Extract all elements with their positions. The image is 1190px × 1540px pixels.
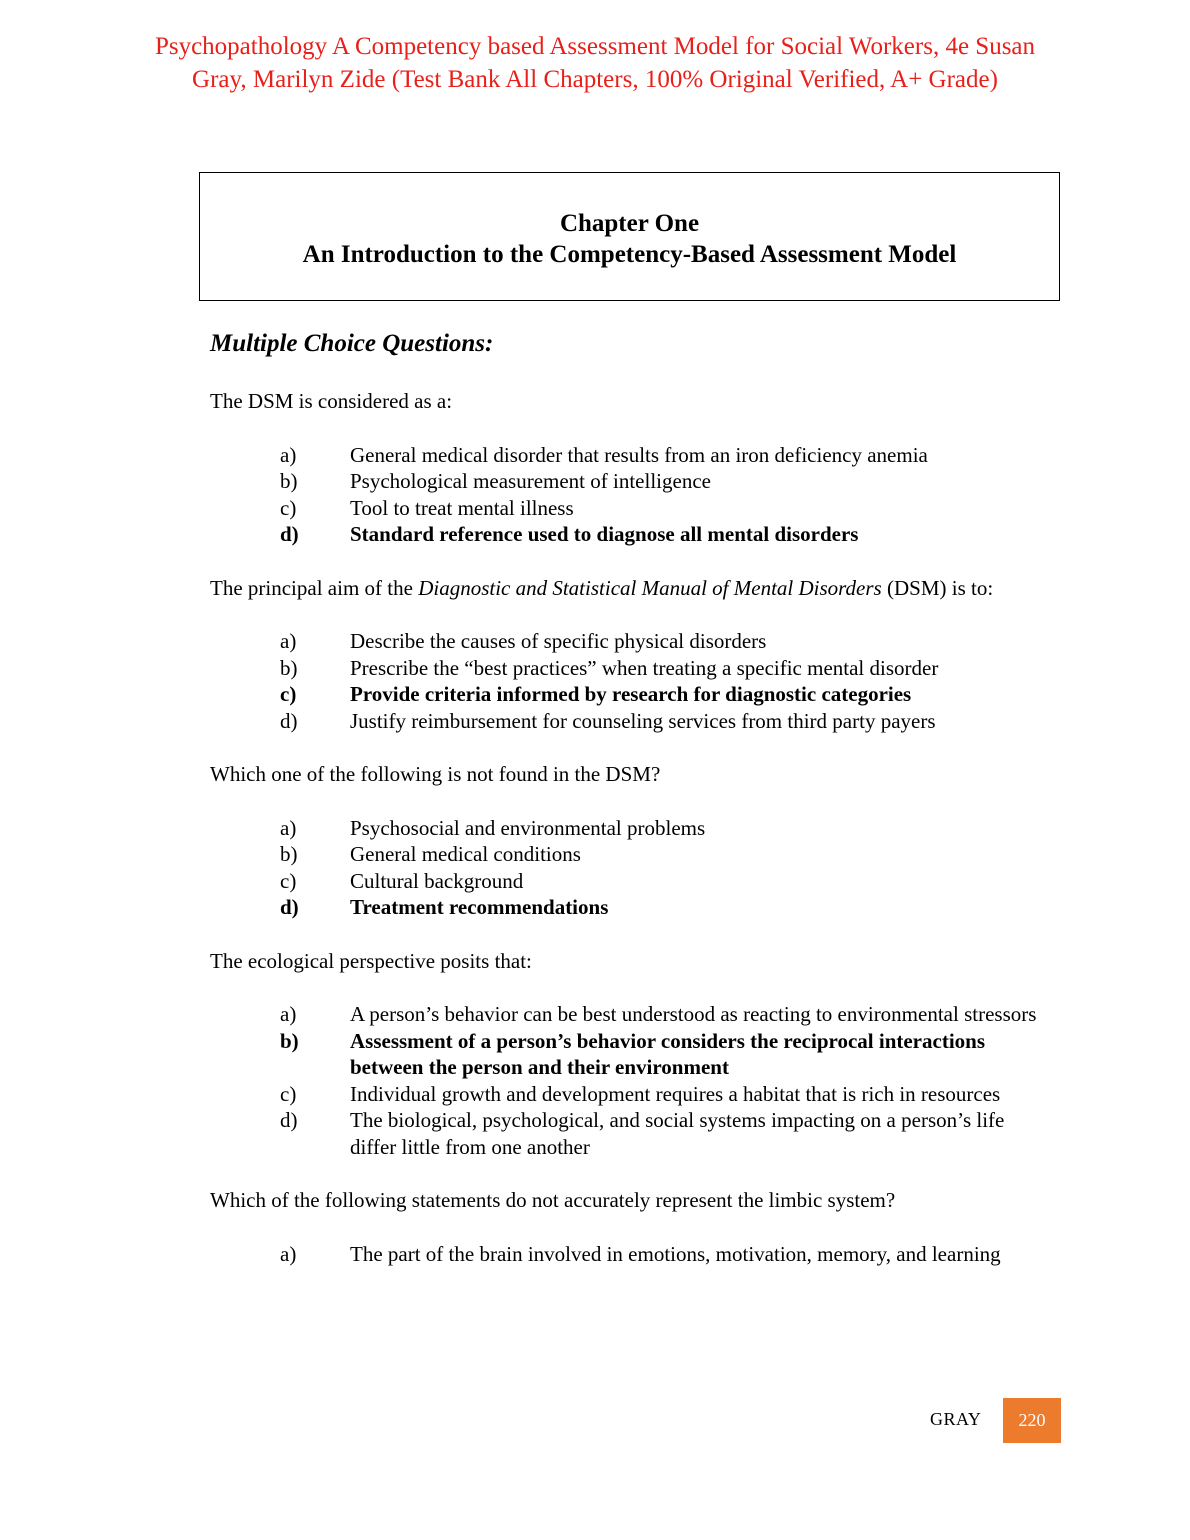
option-text: General medical conditions [350,842,581,866]
option-text: Justify reimbursement for counseling services from third party payers [350,708,936,733]
option-letter: a) [280,629,297,653]
option-letter: b) [280,469,298,493]
option-letter: c) [280,1081,297,1106]
question-3: Which one of the following is not found in the DSM? [210,762,661,786]
option-letter: a) [280,1241,297,1266]
option [210,1241,1050,1268]
option-letter: c) [280,682,297,706]
option [210,468,1050,495]
option-letter: c) [280,495,297,520]
correct-option [210,894,1050,921]
option-letter: d) [280,522,299,546]
banner-line-2: Gray, Marilyn Zide (Test Bank All Chapters, 100% Original Verified, A+ Grade) [192,66,998,93]
document-banner [60,30,1130,96]
option-text: A person’s behavior can be best understood as reacting to environmental stressors [350,1002,1037,1026]
question-4-options [210,1001,1050,1160]
question-2-prompt-end: (DSM) is to: [881,575,994,600]
option-letter: d) [280,895,299,919]
option-text: Provide criteria informed by research for diagnostic categories [350,682,912,706]
option-text: The part of the brain involved in emotions, motivation, memory, and learning [350,1241,1001,1266]
option-text: Cultural background [350,868,524,893]
manual-title: Diagnostic and Statistical Manual of Mental Disorders [418,575,882,600]
option-letter: a) [280,1002,297,1026]
option [210,868,1050,895]
question-2 [210,575,1050,602]
question-5: Which of the following statements do not accurately represent the limbic system? [210,1188,896,1212]
option-letter: b) [280,842,298,866]
option-text: Individual growth and development requires a habitat that is rich in resources [350,1081,1001,1106]
option [210,841,1050,868]
footer-author-label: GRAY [930,1409,982,1429]
option [210,708,1050,735]
option [210,815,1050,842]
option-text: Psychological measurement of intelligence [350,469,711,493]
option-text: Psychosocial and environmental problems [350,815,706,840]
option-letter: b) [280,1028,299,1053]
option-text: The biological, psychological, and social systems impacting on a person’s life differ little from one another [350,1108,1005,1159]
option-letter: c) [280,868,297,893]
question-list [210,388,1050,1294]
option-text: General medical disorder that results from an iron deficiency anemia [350,442,928,467]
page-number-badge: 220 [1003,1398,1061,1443]
option [210,442,1050,469]
question-1: The DSM is considered as a: [210,389,453,413]
option [210,1107,1050,1160]
question-2-options [210,628,1050,734]
question-2-prompt-start: The principal aim of the [210,575,419,600]
banner-line-1: Psychopathology A Competency based Assessment Model for Social Workers, 4e Susan [154,33,1036,60]
chapter-title-box [199,172,1060,301]
option-letter: d) [280,708,298,733]
option [210,655,1050,682]
question-5-options [210,1241,1050,1268]
option-letter: a) [280,815,297,840]
question-3-options [210,815,1050,921]
option-text: Standard reference used to diagnose all mental disorders [350,522,859,546]
option-text: Treatment recommendations [350,895,609,919]
option [210,628,1050,655]
option [210,1081,1050,1108]
option-letter: d) [280,1108,298,1132]
option-text: Assessment of a person’s behavior considers the reciprocal interactions between the person and their environment [350,1028,986,1079]
option-text: Tool to treat mental illness [350,495,574,520]
option-text: Describe the causes of specific physical disorders [350,629,767,653]
option-letter: a) [280,442,297,467]
option [210,1001,1050,1028]
option-text: Prescribe the “best practices” when treating a specific mental disorder [350,655,939,680]
section-heading: Multiple Choice Questions: [210,330,494,357]
chapter-title: An Introduction to the Competency-Based Assessment Model [302,241,957,268]
chapter-number: Chapter One [559,210,700,237]
option [210,495,1050,522]
correct-option [210,521,1050,548]
correct-option [210,681,1050,708]
option-letter: b) [280,655,298,680]
question-1-options [210,442,1050,548]
correct-option [210,1028,1050,1081]
question-4: The ecological perspective posits that: [210,948,532,973]
